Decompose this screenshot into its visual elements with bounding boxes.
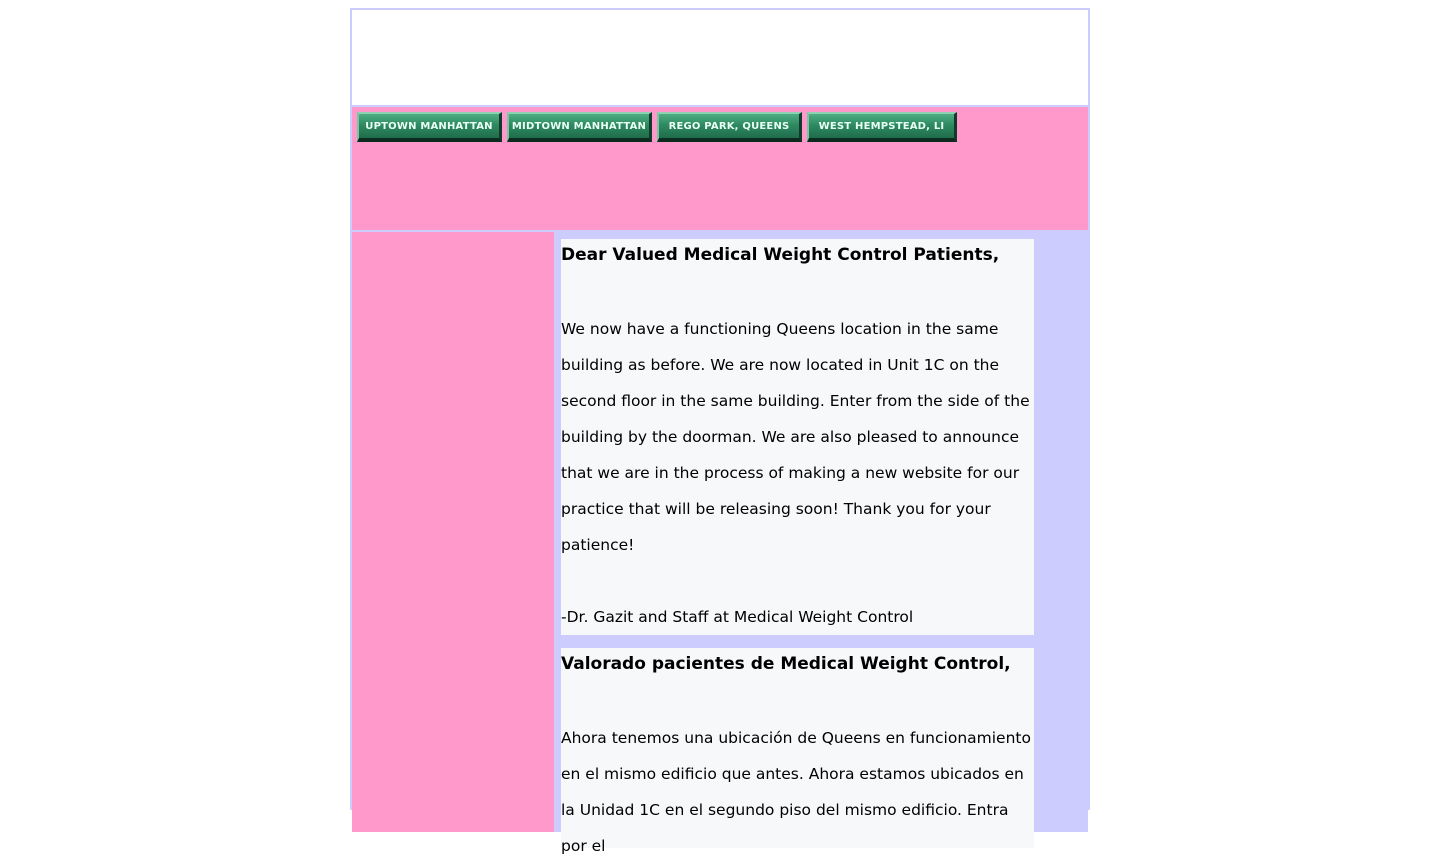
announcement-english: [561, 239, 1034, 635]
nav-button-label: WEST HEMPSTEAD, LI: [818, 120, 945, 132]
page-container: [350, 8, 1090, 855]
nav-button-label: MIDTOWN MANHATTAN: [511, 120, 647, 132]
nav-button-rego-park-queens[interactable]: [657, 112, 802, 142]
nav-button-midtown-manhattan[interactable]: [507, 112, 652, 142]
nav-button-label: REGO PARK, QUEENS: [668, 120, 790, 132]
header-banner: [352, 10, 1088, 107]
nav-button-label: UPTOWN MANHATTAN: [365, 120, 493, 132]
location-nav-bar: [352, 107, 1088, 232]
announcement-signature: -Dr. Gazit and Staff at Medical Weight Control: [561, 608, 914, 626]
main-content: [556, 232, 1088, 855]
nav-button-uptown-manhattan[interactable]: [357, 112, 502, 142]
left-sidebar: [352, 232, 556, 832]
announcement-body: We now have a functioning Queens location in the same building as before. We are now located in Unit 1C on the second floor in the same building. Enter from the side of the building by the doorman. We are also pleased to announce that we are in the process of making a new website for our practice that will be releasing soon! Thank you for your patience!: [561, 320, 1030, 554]
announcement-heading: Valorado pacientes de Medical Weight Control,: [561, 654, 1011, 674]
announcement-body: Ahora tenemos una ubicación de Queens en funcionamiento en el mismo edificio que antes. Ahora estamos ubicados en la Unidad 1C en el segundo piso del mismo edificio. Entra por el: [561, 729, 1031, 855]
nav-button-west-hempstead-li[interactable]: [807, 112, 957, 142]
announcement-heading: Dear Valued Medical Weight Control Patients,: [561, 245, 1000, 265]
announcement-spanish: [561, 648, 1034, 855]
